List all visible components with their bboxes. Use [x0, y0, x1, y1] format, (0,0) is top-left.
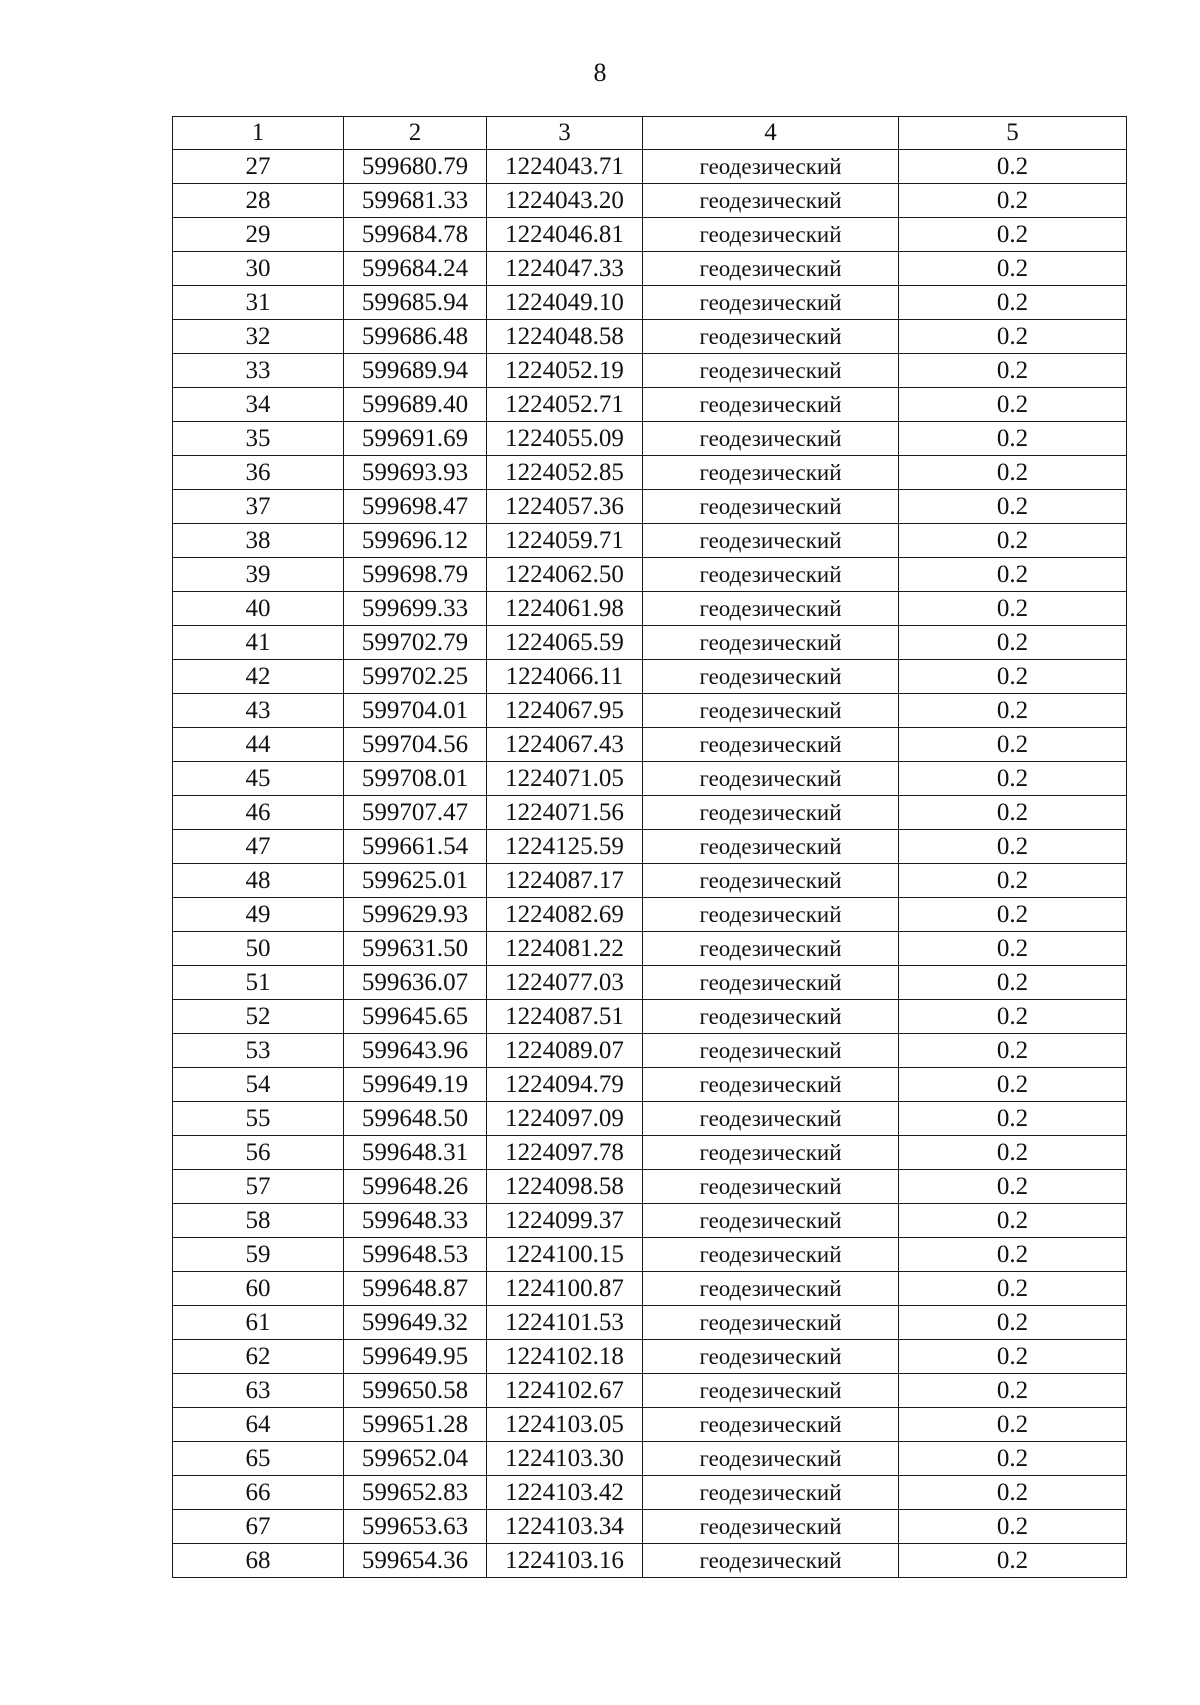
x-coordinate-cell: 599649.32 — [344, 1306, 487, 1340]
accuracy-cell: 0.2 — [899, 1272, 1127, 1306]
method-cell: геодезический — [643, 1170, 899, 1204]
method-cell: геодезический — [643, 864, 899, 898]
table-row — [173, 422, 1127, 456]
method-cell: геодезический — [643, 1476, 899, 1510]
accuracy-cell: 0.2 — [899, 218, 1127, 252]
y-coordinate-cell: 1224062.50 — [487, 558, 643, 592]
accuracy-cell: 0.2 — [899, 830, 1127, 864]
x-coordinate-cell: 599649.95 — [344, 1340, 487, 1374]
accuracy-cell: 0.2 — [899, 320, 1127, 354]
column-header-2: 2 — [344, 117, 487, 150]
y-coordinate-cell: 1224103.34 — [487, 1510, 643, 1544]
y-coordinate-cell: 1224099.37 — [487, 1204, 643, 1238]
accuracy-cell: 0.2 — [899, 932, 1127, 966]
point-number-cell: 42 — [173, 660, 344, 694]
table-row — [173, 1272, 1127, 1306]
accuracy-cell: 0.2 — [899, 1374, 1127, 1408]
y-coordinate-cell: 1224094.79 — [487, 1068, 643, 1102]
x-coordinate-cell: 599704.56 — [344, 728, 487, 762]
accuracy-cell: 0.2 — [899, 626, 1127, 660]
point-number-cell: 40 — [173, 592, 344, 626]
method-cell: геодезический — [643, 354, 899, 388]
table-row — [173, 626, 1127, 660]
point-number-cell: 55 — [173, 1102, 344, 1136]
method-cell: геодезический — [643, 320, 899, 354]
table-row — [173, 1544, 1127, 1578]
point-number-cell: 64 — [173, 1408, 344, 1442]
table-row — [173, 490, 1127, 524]
point-number-cell: 54 — [173, 1068, 344, 1102]
y-coordinate-cell: 1224087.51 — [487, 1000, 643, 1034]
point-number-cell: 53 — [173, 1034, 344, 1068]
y-coordinate-cell: 1224043.20 — [487, 184, 643, 218]
x-coordinate-cell: 599689.40 — [344, 388, 487, 422]
x-coordinate-cell: 599708.01 — [344, 762, 487, 796]
accuracy-cell: 0.2 — [899, 898, 1127, 932]
table-row — [173, 966, 1127, 1000]
method-cell: геодезический — [643, 728, 899, 762]
accuracy-cell: 0.2 — [899, 864, 1127, 898]
table-row — [173, 1340, 1127, 1374]
method-cell: геодезический — [643, 1544, 899, 1578]
y-coordinate-cell: 1224049.10 — [487, 286, 643, 320]
page-number: 8 — [593, 58, 607, 87]
table-row — [173, 524, 1127, 558]
x-coordinate-cell: 599645.65 — [344, 1000, 487, 1034]
y-coordinate-cell: 1224059.71 — [487, 524, 643, 558]
point-number-cell: 35 — [173, 422, 344, 456]
y-coordinate-cell: 1224047.33 — [487, 252, 643, 286]
x-coordinate-cell: 599650.58 — [344, 1374, 487, 1408]
table-row — [173, 1476, 1127, 1510]
x-coordinate-cell: 599654.36 — [344, 1544, 487, 1578]
method-cell: геодезический — [643, 966, 899, 1000]
point-number-cell: 45 — [173, 762, 344, 796]
point-number-cell: 57 — [173, 1170, 344, 1204]
x-coordinate-cell: 599691.69 — [344, 422, 487, 456]
point-number-cell: 27 — [173, 150, 344, 184]
method-cell: геодезический — [643, 490, 899, 524]
point-number-cell: 47 — [173, 830, 344, 864]
point-number-cell: 43 — [173, 694, 344, 728]
method-cell: геодезический — [643, 218, 899, 252]
method-cell: геодезический — [643, 1068, 899, 1102]
accuracy-cell: 0.2 — [899, 558, 1127, 592]
x-coordinate-cell: 599684.78 — [344, 218, 487, 252]
y-coordinate-cell: 1224055.09 — [487, 422, 643, 456]
table-row — [173, 762, 1127, 796]
accuracy-cell: 0.2 — [899, 388, 1127, 422]
method-cell: геодезический — [643, 558, 899, 592]
table-row — [173, 1408, 1127, 1442]
method-cell: геодезический — [643, 252, 899, 286]
method-cell: геодезический — [643, 388, 899, 422]
method-cell: геодезический — [643, 1204, 899, 1238]
accuracy-cell: 0.2 — [899, 1102, 1127, 1136]
x-coordinate-cell: 599698.79 — [344, 558, 487, 592]
point-number-cell: 33 — [173, 354, 344, 388]
table-row — [173, 218, 1127, 252]
x-coordinate-cell: 599707.47 — [344, 796, 487, 830]
point-number-cell: 61 — [173, 1306, 344, 1340]
x-coordinate-cell: 599698.47 — [344, 490, 487, 524]
method-cell: геодезический — [643, 422, 899, 456]
accuracy-cell: 0.2 — [899, 966, 1127, 1000]
x-coordinate-cell: 599693.93 — [344, 456, 487, 490]
method-cell: геодезический — [643, 1374, 899, 1408]
y-coordinate-cell: 1224125.59 — [487, 830, 643, 864]
point-number-cell: 34 — [173, 388, 344, 422]
table-row — [173, 1442, 1127, 1476]
accuracy-cell: 0.2 — [899, 796, 1127, 830]
x-coordinate-cell: 599652.04 — [344, 1442, 487, 1476]
point-number-cell: 39 — [173, 558, 344, 592]
table-body — [173, 150, 1127, 1578]
method-cell: геодезический — [643, 626, 899, 660]
x-coordinate-cell: 599625.01 — [344, 864, 487, 898]
method-cell: геодезический — [643, 1034, 899, 1068]
accuracy-cell: 0.2 — [899, 1170, 1127, 1204]
point-number-cell: 44 — [173, 728, 344, 762]
table-row — [173, 1102, 1127, 1136]
x-coordinate-cell: 599689.94 — [344, 354, 487, 388]
table-row — [173, 830, 1127, 864]
point-number-cell: 46 — [173, 796, 344, 830]
accuracy-cell: 0.2 — [899, 422, 1127, 456]
table-row — [173, 898, 1127, 932]
accuracy-cell: 0.2 — [899, 1476, 1127, 1510]
x-coordinate-cell: 599681.33 — [344, 184, 487, 218]
x-coordinate-cell: 599653.63 — [344, 1510, 487, 1544]
x-coordinate-cell: 599680.79 — [344, 150, 487, 184]
y-coordinate-cell: 1224052.71 — [487, 388, 643, 422]
accuracy-cell: 0.2 — [899, 592, 1127, 626]
x-coordinate-cell: 599631.50 — [344, 932, 487, 966]
table-row — [173, 796, 1127, 830]
y-coordinate-cell: 1224101.53 — [487, 1306, 643, 1340]
table-row — [173, 1034, 1127, 1068]
method-cell: геодезический — [643, 1136, 899, 1170]
point-number-cell: 38 — [173, 524, 344, 558]
accuracy-cell: 0.2 — [899, 1238, 1127, 1272]
x-coordinate-cell: 599704.01 — [344, 694, 487, 728]
x-coordinate-cell: 599684.24 — [344, 252, 487, 286]
y-coordinate-cell: 1224097.78 — [487, 1136, 643, 1170]
point-number-cell: 67 — [173, 1510, 344, 1544]
method-cell: геодезический — [643, 592, 899, 626]
point-number-cell: 65 — [173, 1442, 344, 1476]
y-coordinate-cell: 1224071.05 — [487, 762, 643, 796]
table-row — [173, 1068, 1127, 1102]
table-header-row — [173, 117, 1127, 150]
method-cell: геодезический — [643, 932, 899, 966]
method-cell: геодезический — [643, 184, 899, 218]
accuracy-cell: 0.2 — [899, 762, 1127, 796]
y-coordinate-cell: 1224103.42 — [487, 1476, 643, 1510]
x-coordinate-cell: 599651.28 — [344, 1408, 487, 1442]
y-coordinate-cell: 1224065.59 — [487, 626, 643, 660]
y-coordinate-cell: 1224052.85 — [487, 456, 643, 490]
accuracy-cell: 0.2 — [899, 1204, 1127, 1238]
x-coordinate-cell: 599636.07 — [344, 966, 487, 1000]
method-cell: геодезический — [643, 1000, 899, 1034]
x-coordinate-cell: 599648.26 — [344, 1170, 487, 1204]
table-row — [173, 1204, 1127, 1238]
x-coordinate-cell: 599702.79 — [344, 626, 487, 660]
method-cell: геодезический — [643, 1340, 899, 1374]
method-cell: геодезический — [643, 1306, 899, 1340]
method-cell: геодезический — [643, 796, 899, 830]
point-number-cell: 66 — [173, 1476, 344, 1510]
x-coordinate-cell: 599643.96 — [344, 1034, 487, 1068]
accuracy-cell: 0.2 — [899, 1034, 1127, 1068]
accuracy-cell: 0.2 — [899, 694, 1127, 728]
column-header-1: 1 — [173, 117, 344, 150]
table-row — [173, 286, 1127, 320]
table-row — [173, 354, 1127, 388]
table-row — [173, 320, 1127, 354]
point-number-cell: 37 — [173, 490, 344, 524]
y-coordinate-cell: 1224066.11 — [487, 660, 643, 694]
method-cell: геодезический — [643, 1442, 899, 1476]
x-coordinate-cell: 599648.53 — [344, 1238, 487, 1272]
method-cell: геодезический — [643, 1238, 899, 1272]
x-coordinate-cell: 599648.50 — [344, 1102, 487, 1136]
y-coordinate-cell: 1224103.16 — [487, 1544, 643, 1578]
table-row — [173, 150, 1127, 184]
x-coordinate-cell: 599648.31 — [344, 1136, 487, 1170]
coordinates-table — [172, 116, 1127, 1578]
table-row — [173, 1238, 1127, 1272]
accuracy-cell: 0.2 — [899, 660, 1127, 694]
accuracy-cell: 0.2 — [899, 1068, 1127, 1102]
table-row — [173, 388, 1127, 422]
method-cell: геодезический — [643, 1408, 899, 1442]
table-row — [173, 1510, 1127, 1544]
x-coordinate-cell: 599629.93 — [344, 898, 487, 932]
y-coordinate-cell: 1224082.69 — [487, 898, 643, 932]
method-cell: геодезический — [643, 286, 899, 320]
point-number-cell: 52 — [173, 1000, 344, 1034]
y-coordinate-cell: 1224100.15 — [487, 1238, 643, 1272]
accuracy-cell: 0.2 — [899, 1510, 1127, 1544]
y-coordinate-cell: 1224100.87 — [487, 1272, 643, 1306]
method-cell: геодезический — [643, 660, 899, 694]
accuracy-cell: 0.2 — [899, 150, 1127, 184]
table-row — [173, 252, 1127, 286]
table-row — [173, 660, 1127, 694]
y-coordinate-cell: 1224102.67 — [487, 1374, 643, 1408]
point-number-cell: 62 — [173, 1340, 344, 1374]
point-number-cell: 30 — [173, 252, 344, 286]
point-number-cell: 29 — [173, 218, 344, 252]
table-row — [173, 184, 1127, 218]
y-coordinate-cell: 1224046.81 — [487, 218, 643, 252]
y-coordinate-cell: 1224081.22 — [487, 932, 643, 966]
point-number-cell: 36 — [173, 456, 344, 490]
table-row — [173, 728, 1127, 762]
table-row — [173, 558, 1127, 592]
y-coordinate-cell: 1224087.17 — [487, 864, 643, 898]
table-row — [173, 1000, 1127, 1034]
table-row — [173, 1136, 1127, 1170]
y-coordinate-cell: 1224071.56 — [487, 796, 643, 830]
point-number-cell: 59 — [173, 1238, 344, 1272]
x-coordinate-cell: 599648.33 — [344, 1204, 487, 1238]
point-number-cell: 50 — [173, 932, 344, 966]
table-row — [173, 932, 1127, 966]
method-cell: геодезический — [643, 456, 899, 490]
table-row — [173, 592, 1127, 626]
y-coordinate-cell: 1224067.43 — [487, 728, 643, 762]
table-row — [173, 864, 1127, 898]
point-number-cell: 32 — [173, 320, 344, 354]
point-number-cell: 41 — [173, 626, 344, 660]
accuracy-cell: 0.2 — [899, 456, 1127, 490]
y-coordinate-cell: 1224098.58 — [487, 1170, 643, 1204]
accuracy-cell: 0.2 — [899, 1442, 1127, 1476]
accuracy-cell: 0.2 — [899, 354, 1127, 388]
accuracy-cell: 0.2 — [899, 1306, 1127, 1340]
table-row — [173, 1374, 1127, 1408]
x-coordinate-cell: 599699.33 — [344, 592, 487, 626]
x-coordinate-cell: 599685.94 — [344, 286, 487, 320]
y-coordinate-cell: 1224089.07 — [487, 1034, 643, 1068]
y-coordinate-cell: 1224102.18 — [487, 1340, 643, 1374]
point-number-cell: 31 — [173, 286, 344, 320]
accuracy-cell: 0.2 — [899, 1544, 1127, 1578]
method-cell: геодезический — [643, 150, 899, 184]
y-coordinate-cell: 1224067.95 — [487, 694, 643, 728]
accuracy-cell: 0.2 — [899, 490, 1127, 524]
point-number-cell: 51 — [173, 966, 344, 1000]
point-number-cell: 56 — [173, 1136, 344, 1170]
y-coordinate-cell: 1224057.36 — [487, 490, 643, 524]
table-row — [173, 456, 1127, 490]
y-coordinate-cell: 1224048.58 — [487, 320, 643, 354]
accuracy-cell: 0.2 — [899, 524, 1127, 558]
method-cell: геодезический — [643, 1102, 899, 1136]
accuracy-cell: 0.2 — [899, 1340, 1127, 1374]
accuracy-cell: 0.2 — [899, 252, 1127, 286]
y-coordinate-cell: 1224097.09 — [487, 1102, 643, 1136]
method-cell: геодезический — [643, 1510, 899, 1544]
column-header-3: 3 — [487, 117, 643, 150]
point-number-cell: 48 — [173, 864, 344, 898]
x-coordinate-cell: 599648.87 — [344, 1272, 487, 1306]
accuracy-cell: 0.2 — [899, 184, 1127, 218]
point-number-cell: 60 — [173, 1272, 344, 1306]
point-number-cell: 58 — [173, 1204, 344, 1238]
x-coordinate-cell: 599661.54 — [344, 830, 487, 864]
table-row — [173, 1170, 1127, 1204]
accuracy-cell: 0.2 — [899, 1408, 1127, 1442]
x-coordinate-cell: 599696.12 — [344, 524, 487, 558]
table-row — [173, 1306, 1127, 1340]
method-cell: геодезический — [643, 694, 899, 728]
accuracy-cell: 0.2 — [899, 286, 1127, 320]
accuracy-cell: 0.2 — [899, 1000, 1127, 1034]
method-cell: геодезический — [643, 762, 899, 796]
y-coordinate-cell: 1224061.98 — [487, 592, 643, 626]
y-coordinate-cell: 1224103.30 — [487, 1442, 643, 1476]
method-cell: геодезический — [643, 524, 899, 558]
x-coordinate-cell: 599686.48 — [344, 320, 487, 354]
x-coordinate-cell: 599649.19 — [344, 1068, 487, 1102]
method-cell: геодезический — [643, 1272, 899, 1306]
y-coordinate-cell: 1224043.71 — [487, 150, 643, 184]
point-number-cell: 49 — [173, 898, 344, 932]
table-row — [173, 694, 1127, 728]
accuracy-cell: 0.2 — [899, 1136, 1127, 1170]
point-number-cell: 68 — [173, 1544, 344, 1578]
point-number-cell: 28 — [173, 184, 344, 218]
y-coordinate-cell: 1224077.03 — [487, 966, 643, 1000]
point-number-cell: 63 — [173, 1374, 344, 1408]
column-header-4: 4 — [643, 117, 899, 150]
method-cell: геодезический — [643, 898, 899, 932]
method-cell: геодезический — [643, 830, 899, 864]
x-coordinate-cell: 599702.25 — [344, 660, 487, 694]
y-coordinate-cell: 1224052.19 — [487, 354, 643, 388]
accuracy-cell: 0.2 — [899, 728, 1127, 762]
column-header-5: 5 — [899, 117, 1127, 150]
y-coordinate-cell: 1224103.05 — [487, 1408, 643, 1442]
x-coordinate-cell: 599652.83 — [344, 1476, 487, 1510]
